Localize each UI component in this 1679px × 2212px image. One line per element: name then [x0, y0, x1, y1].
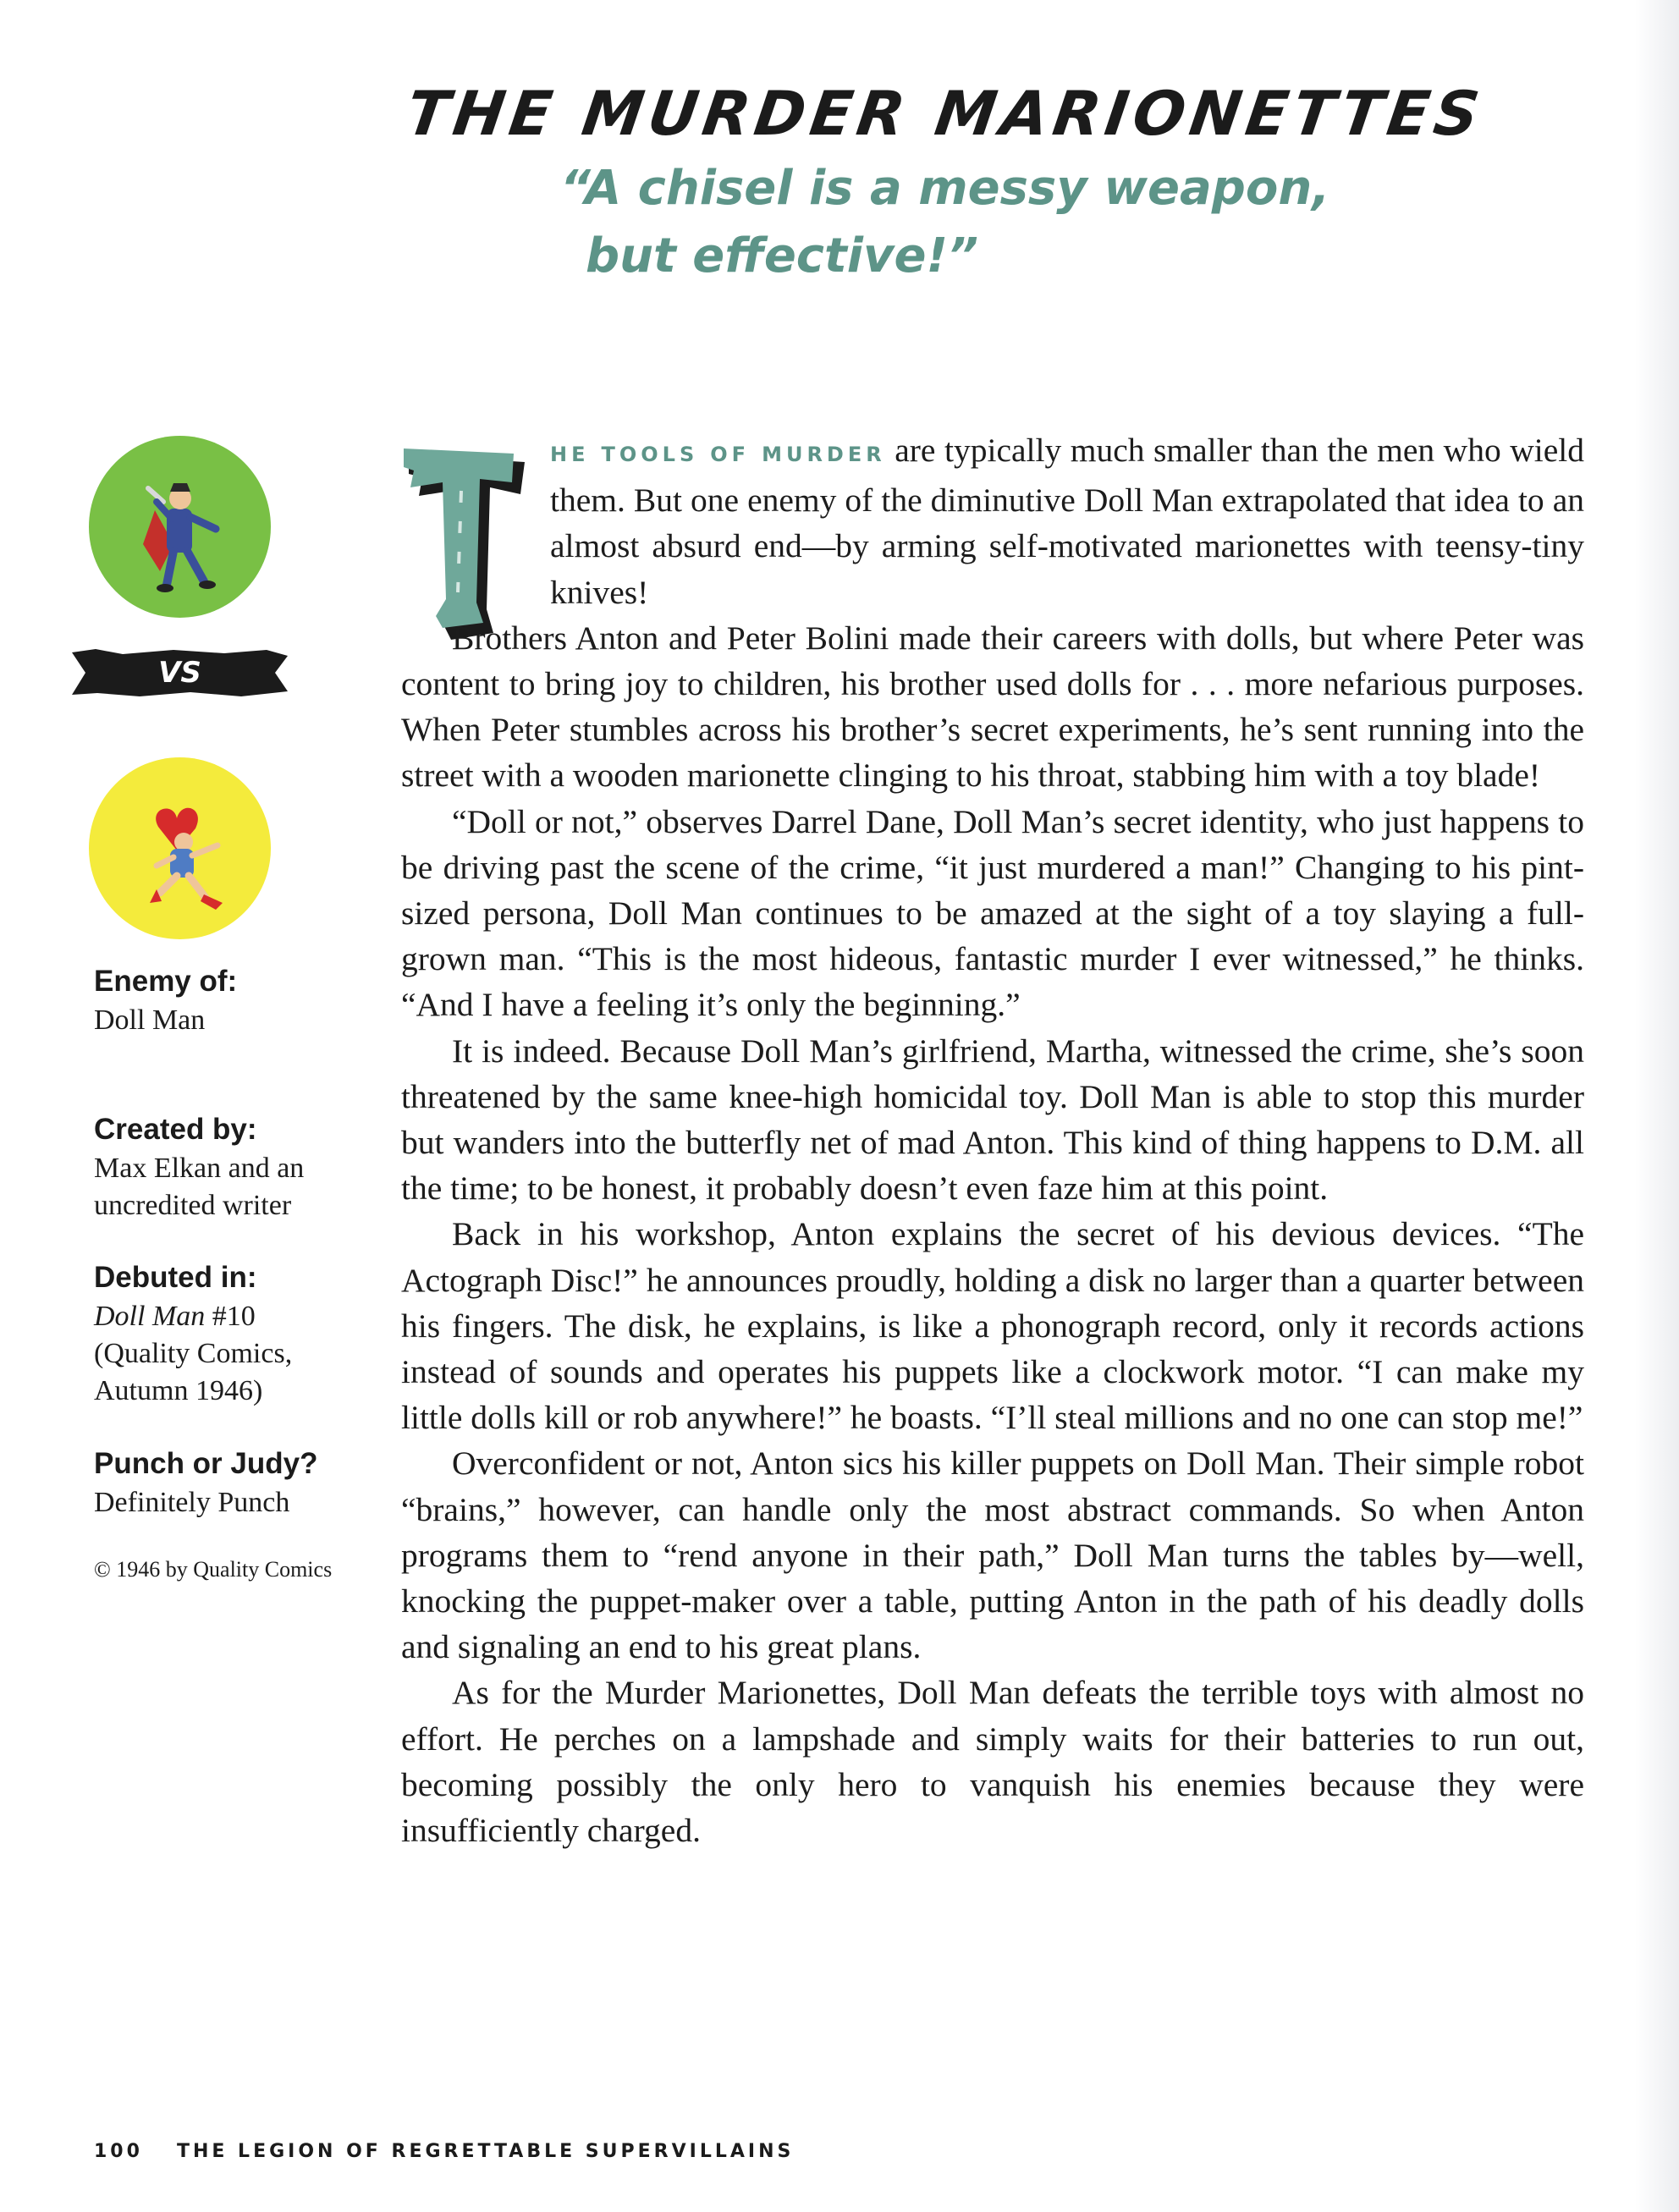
debuted-in-line2: (Quality Comics,	[94, 1338, 293, 1369]
page-edge-shadow	[1635, 0, 1679, 2212]
paragraph-2: Brothers Anton and Peter Bolini made their careers with dolls, but where Peter was content to bring joy to children, his brother used dolls for . . . more nefarious purposes. When Peter stumbles across his brother’s secret experiments, he’s sent running into the street with a wooden marionette clinging to his throat, stabbing him with a toy blade!	[401, 619, 1584, 795]
enemy-of-value: Doll Man	[94, 1004, 206, 1036]
paragraph-7: As for the Murder Marionettes, Doll Man defeats the terrible toys with almost no effort. He perches on a lampshade and simply waits for their batteries to run out, becoming possibly the only hero to vanquish his enemies because they were insufficiently charged.	[401, 1674, 1584, 1850]
punch-or-judy-value: Definitely Punch	[94, 1487, 290, 1518]
debuted-in-label: Debuted in:	[94, 1261, 257, 1294]
punch-or-judy-label: Punch or Judy?	[94, 1447, 318, 1480]
page-number: 100	[94, 2141, 143, 2162]
lead-in-text: HE TOOLS OF MURDER	[550, 443, 886, 466]
debuted-in-line1	[94, 1298, 373, 1335]
debuted-issue: #10	[205, 1301, 256, 1332]
created-by-label: Created by:	[94, 1113, 257, 1146]
book-title: THE LEGION OF REGRETTABLE SUPERVILLAINS	[176, 2141, 795, 2162]
page-footer	[94, 2141, 794, 2162]
villain-portrait	[89, 436, 271, 618]
subtitle-quote-line2: but effective!”	[586, 228, 979, 283]
debuted-comic-title: Doll Man	[94, 1301, 206, 1332]
hero-portrait	[89, 757, 271, 939]
created-by-line1: Max Elkan and an	[94, 1153, 305, 1184]
paragraph-1	[401, 427, 1584, 615]
vs-label: VS	[158, 656, 201, 690]
paragraph-1-text: are typically much smaller than the men who wield them. But one enemy of the diminutive Doll Man extrapolated that idea to an almost absurd end—by arming self-motivated marionettes with teensy-tiny knives!	[550, 432, 1584, 611]
copyright-notice: © 1946 by Quality Comics	[94, 1557, 333, 1582]
subtitle-quote-line1: “A chisel is a messy weapon,	[560, 161, 1330, 216]
page-title: THE MURDER MARIONETTES	[402, 78, 1489, 149]
marionette-villain-icon	[89, 436, 271, 618]
paragraph-6: Overconfident or not, Anton sics his killer puppets on Doll Man. Their simple robot “brains,” however, can handle only the most abstract commands. So when Anton programs them to “rend anyone in their path,” Doll Man turns the tables by—well, knocking the puppet-maker over a table, putting Anton in the path of his deadly dolls and signaling an end to his great plans.	[401, 1444, 1584, 1666]
paragraph-3: “Doll or not,” observes Darrel Dane, Doll Man’s secret identity, who just happens to be driving past the scene of the crime, “it just murdered a man!” Changing to his pint-sized persona, Doll Man continues to be amazed at the sight of a toy slaying a full-grown man. “This is the most hideous, fantastic murder I ever witnessed,” he thinks. “And I have a feeling it’s only the beginning.”	[401, 802, 1584, 1024]
created-by-line2: uncredited writer	[94, 1190, 292, 1221]
debuted-in-line3: Autumn 1946)	[94, 1375, 263, 1406]
enemy-of-label: Enemy of:	[94, 965, 238, 998]
paragraph-5: Back in his workshop, Anton explains the secret of his devious devices. “The Actograph Disc!” he announces proudly, holding a disk no larger than a quarter between his fingers. The disk, he explains, is like a phonograph record, only it records actions instead of sounds and operates his puppets like a clockwork motor. “I can make my little dolls kill or rob anywhere!” he boasts. “I’ll steal millions and no one can stop me!”	[401, 1215, 1584, 1437]
article-body	[401, 427, 1584, 1853]
vs-banner	[72, 647, 288, 698]
doll-man-hero-icon	[89, 757, 271, 939]
paragraph-4: It is indeed. Because Doll Man’s girlfriend, Martha, witnessed the crime, she’s soon threatened by the same knee-high homicidal toy. Doll Man is able to stop this murder but wanders into the butterfly net of mad Anton. This kind of thing happens to D.M. all the time; to be honest, it probably doesn’t even faze him at this point.	[401, 1032, 1584, 1208]
